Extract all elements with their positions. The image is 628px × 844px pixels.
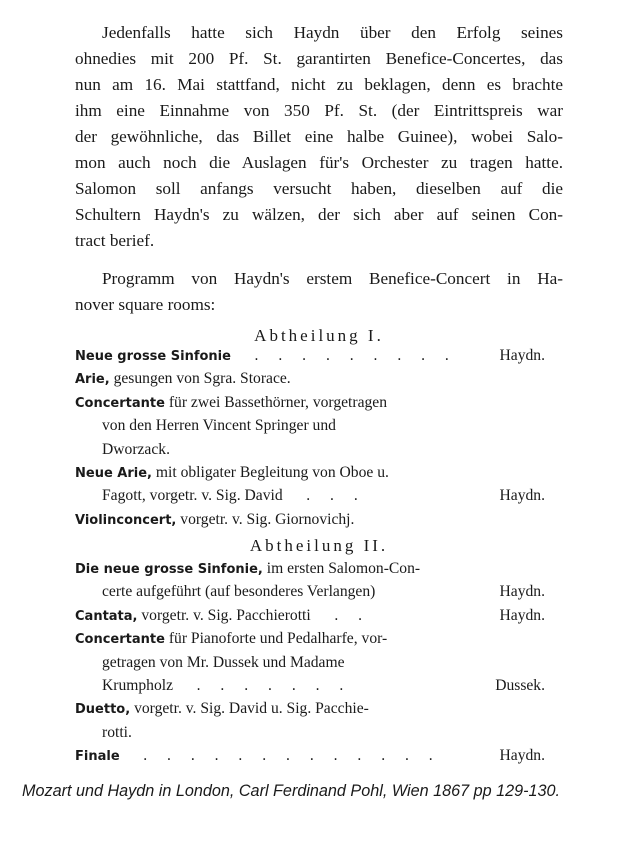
text-line: mon auch noch die Auslagen für's Orchester zu tragen hatte. [75, 153, 563, 172]
entry-title: Concertante [75, 395, 165, 411]
part-1-program-list [75, 344, 545, 531]
entry-title: Cantata, [75, 608, 138, 624]
program-entry [75, 557, 545, 580]
source-caption: Mozart und Haydn in London, Carl Ferdinand Pohl, Wien 1867 pp 129-130. [22, 782, 560, 800]
entry-composer: Haydn. [499, 347, 545, 364]
entry-text: für zwei Bassethörner, vorgetragen [164, 393, 388, 411]
entry-composer: Haydn. [499, 747, 545, 765]
entry-title: Violinconcert, [75, 512, 177, 528]
entry-composer: Haydn. [499, 583, 545, 601]
program-entry-continuation [75, 414, 545, 437]
program-entry-continuation [75, 651, 545, 674]
program-entry [75, 367, 545, 390]
text-line: nun am 16. Mai stattfand, nicht zu beklagen, denn es brachte [75, 75, 563, 94]
entry-title: Neue grosse Sinfonie [75, 349, 231, 364]
entry-text: für Pianoforte und Pedalharfe, vor- [164, 630, 388, 648]
leader-dots: . . . . . . . [173, 676, 352, 694]
entry-text: mit obligater Begleitung von Oboe u. [151, 463, 389, 481]
program-entry [75, 744, 545, 767]
text-line: Schultern Haydn's zu wälzen, der sich aber auf seinen Con- [75, 205, 563, 224]
entry-title: Neue Arie, [75, 465, 152, 481]
entry-text: Dworzack. [102, 440, 170, 458]
program-entry [75, 391, 545, 414]
paragraph-financial-outcome [75, 20, 563, 254]
program-entry-continuation [75, 484, 545, 507]
text-line: Jedenfalls hatte sich Haydn über den Erfolg seines [102, 23, 563, 42]
entry-text: vorgetr. v. Sig. David u. Sig. Pacchie- [130, 700, 369, 718]
entry-title: Finale [75, 749, 120, 765]
program-entry [75, 627, 545, 650]
part-1-heading: Abtheilung I. [254, 326, 384, 345]
program-entry [75, 461, 545, 484]
leader-dots: . . [310, 606, 371, 624]
program-entry-continuation [75, 580, 545, 603]
entry-text: gesungen von Sgra. Storace. [109, 370, 291, 388]
entry-text: certe aufgeführt (auf besonderes Verlangen) [102, 583, 376, 601]
entry-text: vorgetr. v. Sig. Pacchierotti [137, 606, 311, 624]
part-2-program-list [75, 557, 545, 768]
entry-title: Concertante [75, 632, 165, 648]
text-line: tract berief. [75, 231, 155, 250]
entry-composer: Dussek. [495, 676, 545, 694]
text-line: ihm eine Einnahme von 350 Pf. St. (der Eintrittspreis war [75, 101, 563, 120]
entry-text: vorgetr. v. Sig. Giornovichj. [176, 510, 355, 528]
entry-text: Fagott, vorgetr. v. Sig. David [102, 487, 283, 505]
program-entry [75, 344, 545, 367]
text-line: Programm von Haydn's erstem Benefice-Concert in Ha- [102, 269, 563, 288]
text-line: nover square rooms: [75, 295, 216, 314]
program-entry-continuation [75, 674, 545, 697]
leader-dots: . . . [282, 487, 366, 505]
text-line: ohnedies mit 200 Pf. St. garantirten Benefice-Concertes, das [75, 49, 563, 68]
leader-dots: . . . . . . . . . [230, 347, 457, 364]
entry-text: getragen von Mr. Dussek und Madame [102, 653, 345, 671]
entry-text: rotti. [102, 723, 132, 741]
entry-title: Arie, [75, 372, 110, 388]
program-entry [75, 697, 545, 720]
text-line: Salomon soll anfangs versucht haben, dieselben auf die [75, 179, 563, 198]
program-entry [75, 604, 545, 627]
entry-text: im ersten Salomon-Con- [262, 560, 421, 577]
entry-text: von den Herren Vincent Springer und [102, 417, 336, 435]
leader-dots: . . . . . . . . . . . . . [119, 747, 441, 765]
program-entry-continuation [75, 721, 545, 744]
entry-title: Die neue grosse Sinfonie, [75, 562, 263, 577]
entry-title: Duetto, [75, 702, 131, 718]
program-entry-continuation [75, 438, 545, 461]
paragraph-program-intro [75, 266, 563, 318]
part-2-heading: Abtheilung II. [249, 536, 389, 555]
entry-text: Krumpholz [102, 676, 174, 694]
entry-composer: Haydn. [499, 487, 545, 505]
entry-composer: Haydn. [499, 606, 545, 624]
text-line: der gewöhnliche, das Billet eine halbe Guinee), wobei Salo- [75, 127, 563, 146]
program-entry [75, 508, 545, 531]
